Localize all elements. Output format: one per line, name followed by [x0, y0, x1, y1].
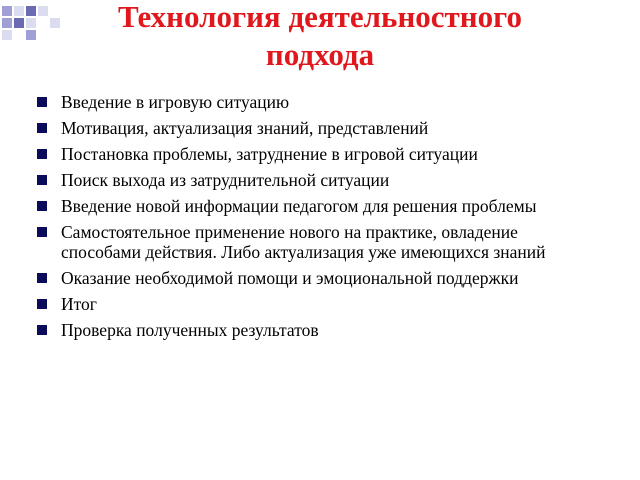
list-item-text: Поиск выхода из затруднительной ситуации	[61, 170, 390, 190]
list-item-text: Постановка проблемы, затруднение в игровой ситуации	[61, 144, 478, 164]
list-item-text: Самостоятельное применение нового на практике, овладение способами действия. Либо актуализация уже имеющихся знаний	[61, 222, 546, 262]
list-item-text: Введение в игровую ситуацию	[61, 92, 290, 112]
bullet-list	[34, 92, 594, 346]
slide-title-line2: подхода	[265, 37, 375, 72]
square-bullet-icon	[37, 299, 47, 309]
list-item-text: Оказание необходимой помощи и эмоциональной поддержки	[61, 268, 519, 288]
square-bullet-icon	[37, 123, 47, 133]
slide-title-line1: Технология деятельностного	[118, 0, 522, 34]
square-bullet-icon	[37, 201, 47, 211]
list-item	[34, 268, 594, 288]
square-bullet-icon	[37, 149, 47, 159]
list-item	[34, 294, 594, 314]
slide-title	[0, 0, 640, 74]
list-item-text: Итог	[61, 294, 97, 314]
list-item	[34, 144, 594, 164]
square-bullet-icon	[37, 273, 47, 283]
list-item	[34, 320, 594, 340]
list-item	[34, 196, 594, 216]
list-item-text: Проверка полученных результатов	[61, 320, 319, 340]
square-bullet-icon	[37, 325, 47, 335]
square-bullet-icon	[37, 227, 47, 237]
square-bullet-icon	[37, 175, 47, 185]
list-item	[34, 222, 594, 262]
list-item	[34, 92, 594, 112]
list-item-text: Мотивация, актуализация знаний, представлений	[61, 118, 429, 138]
list-item	[34, 118, 594, 138]
square-bullet-icon	[37, 97, 47, 107]
list-item-text: Введение новой информации педагогом для решения проблемы	[61, 196, 537, 216]
list-item	[34, 170, 594, 190]
